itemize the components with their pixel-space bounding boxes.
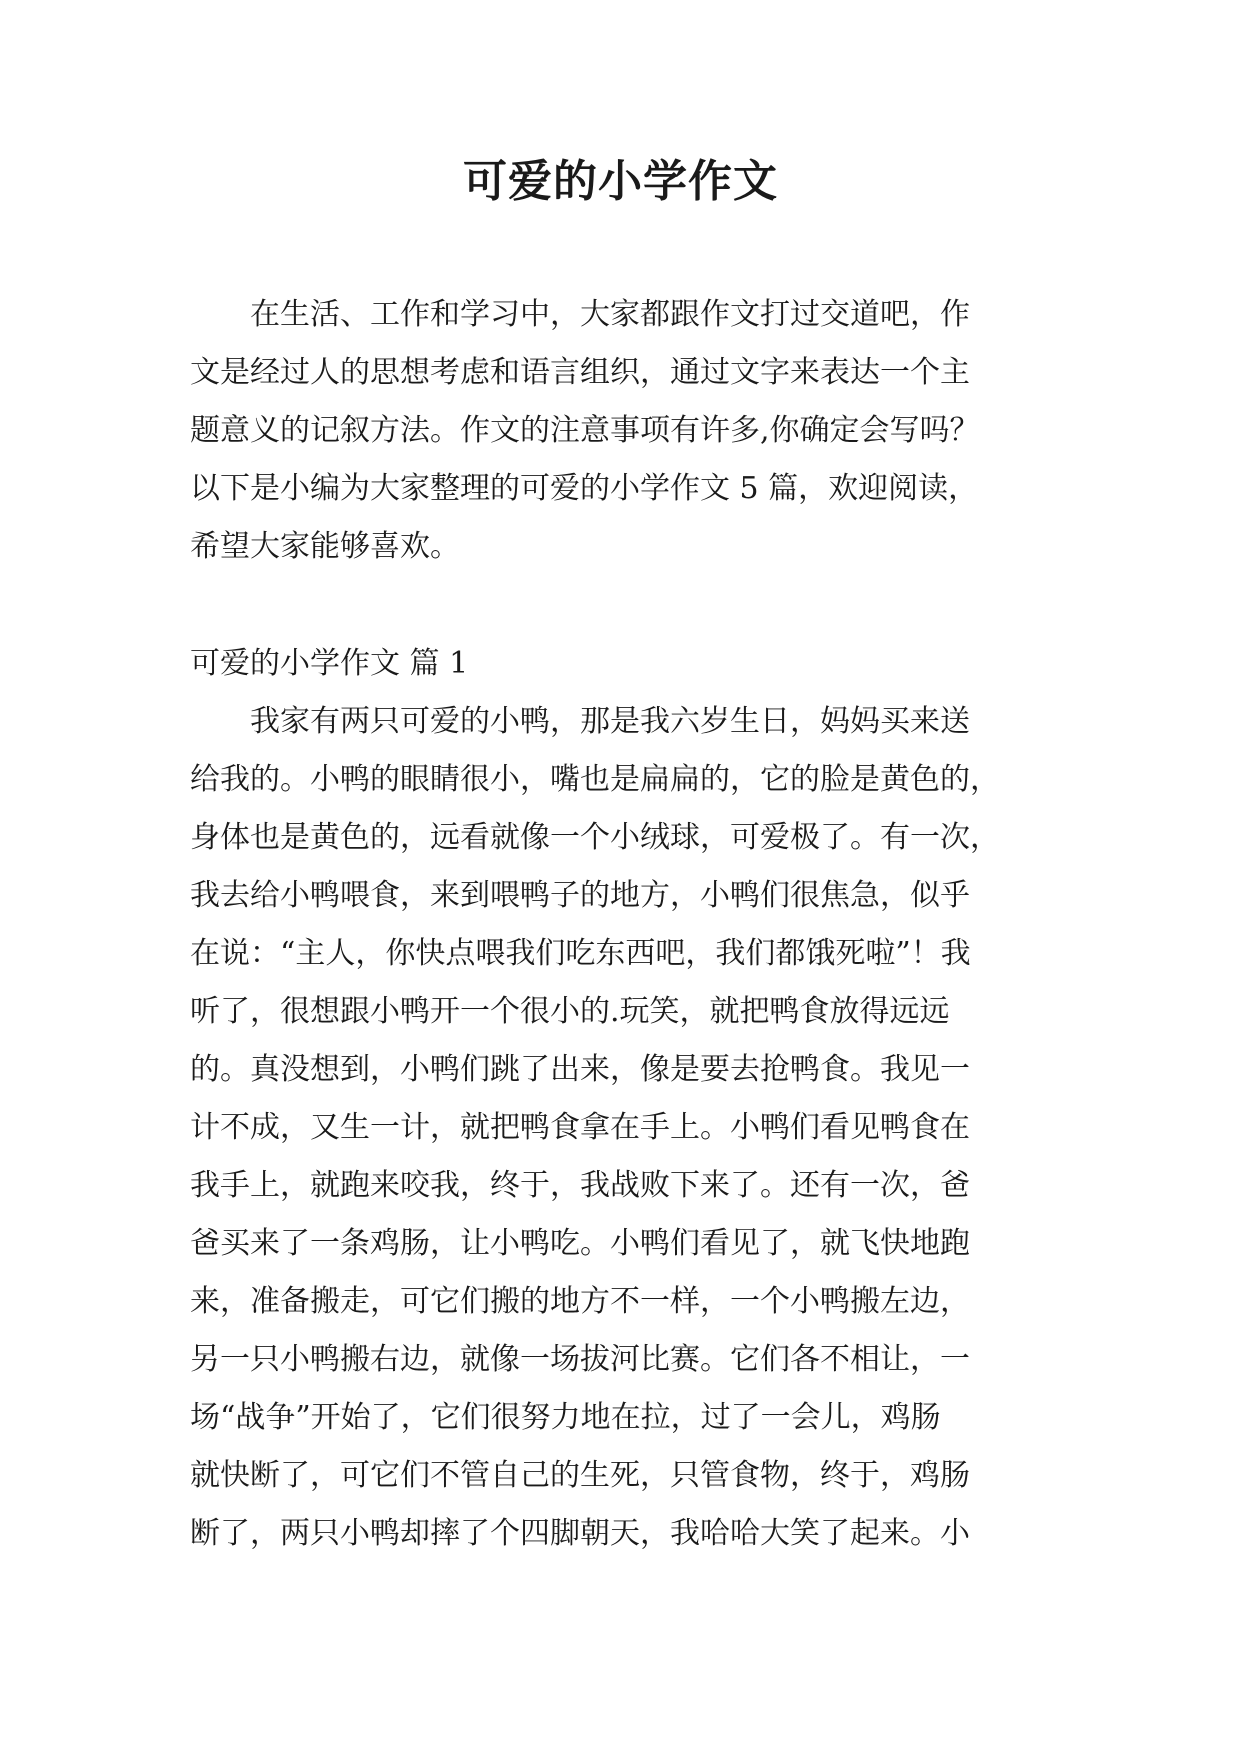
body-line: 场“战争”开始了，它们很努力地在拉，过了一会儿，鸡肠 bbox=[190, 1400, 941, 1435]
body-line: 在说：“主人，你快点喂我们吃东西吧，我们都饿死啦”！我 bbox=[190, 936, 971, 971]
intro-line: 希望大家能够喜欢。 bbox=[190, 529, 460, 564]
body-line: 身体也是黄色的，远看就像一个小绒球，可爱极了。有一次， bbox=[190, 820, 1000, 855]
intro-line: 以下是小编为大家整理的可爱的小学作文 5 篇，欢迎阅读， bbox=[190, 471, 979, 506]
body-line: 计不成，又生一计，就把鸭食拿在手上。小鸭们看见鸭食在 bbox=[190, 1110, 970, 1145]
body-line: 的。真没想到，小鸭们跳了出来，像是要去抢鸭食。我见一 bbox=[190, 1052, 970, 1087]
intro-line: 在生活、工作和学习中，大家都跟作文打过交道吧，作 bbox=[190, 297, 970, 332]
body-line: 爸买来了一条鸡肠，让小鸭吃。小鸭们看见了，就飞快地跑 bbox=[190, 1226, 970, 1261]
body-line: 来，准备搬走，可它们搬的地方不一样，一个小鸭搬左边， bbox=[190, 1284, 970, 1319]
document-title: 可爱的小学作文 bbox=[463, 156, 778, 207]
body-line: 我去给小鸭喂食，来到喂鸭子的地方，小鸭们很焦急，似乎 bbox=[190, 878, 970, 913]
body-line: 我手上，就跑来咬我，终于，我战败下来了。还有一次，爸 bbox=[190, 1168, 970, 1203]
intro-line: 题意义的记叙方法。作文的注意事项有许多,你确定会写吗？ bbox=[190, 413, 980, 448]
section-heading: 可爱的小学作文 篇 1 bbox=[190, 646, 469, 681]
body-line: 另一只小鸭搬右边，就像一场拔河比赛。它们各不相让，一 bbox=[190, 1342, 970, 1377]
body-line: 就快断了，可它们不管自己的生死，只管食物，终于，鸡肠 bbox=[190, 1458, 970, 1493]
body-line: 我家有两只可爱的小鸭，那是我六岁生日，妈妈买来送 bbox=[190, 704, 970, 739]
body-line: 听了，很想跟小鸭开一个很小的.玩笑，就把鸭食放得远远 bbox=[190, 994, 950, 1029]
intro-line: 文是经过人的思想考虑和语言组织，通过文字来表达一个主 bbox=[190, 355, 970, 390]
body-line: 断了，两只小鸭却摔了个四脚朝天，我哈哈大笑了起来。小 bbox=[190, 1516, 970, 1551]
body-line: 给我的。小鸭的眼睛很小，嘴也是扁扁的，它的脸是黄色的， bbox=[190, 762, 1000, 797]
